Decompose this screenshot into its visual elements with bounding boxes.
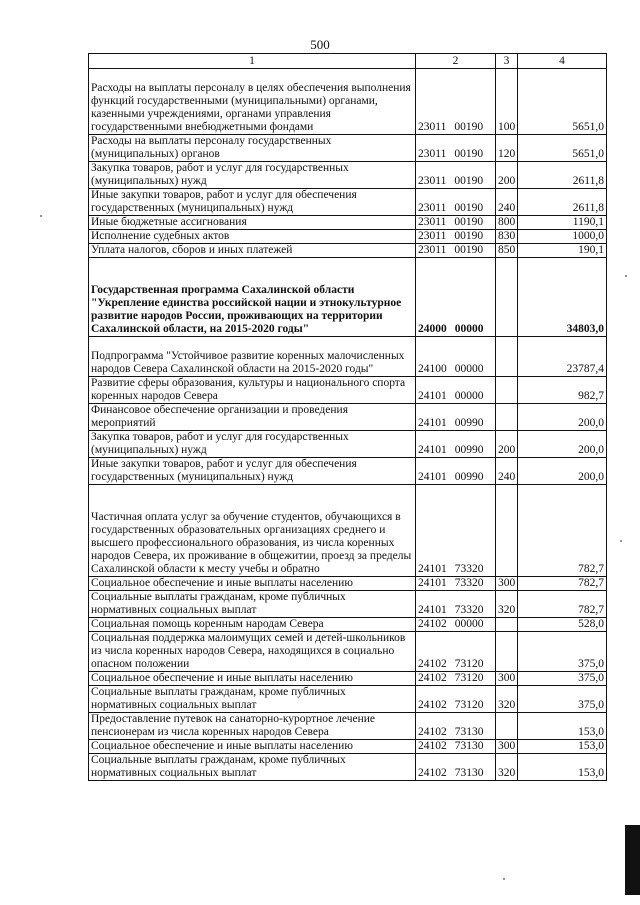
- row-name: Социальные выплаты гражданам, кроме публичных нормативных социальных выплат: [89, 591, 416, 618]
- row-expense-type: 320: [496, 591, 518, 618]
- row-name: Частичная оплата услуг за обучение студентов, обучающихся в государственных образовательных организациях среднего и высшего профессионального образования, из числа коренных народов Севера, их проживание в общежитии, проезд за пределы Сахалинской области к месту учебы и обратно: [89, 485, 416, 577]
- scan-speck: [40, 215, 42, 217]
- row-code-direction: 00000: [454, 618, 484, 630]
- row-code-program: 24102: [418, 618, 447, 630]
- row-amount: 200,0: [518, 404, 607, 431]
- table-row: [89, 431, 607, 458]
- row-amount: 1000,0: [518, 230, 607, 244]
- row-code: [416, 189, 496, 216]
- row-code-program: 24102: [418, 767, 447, 779]
- table-row: [89, 672, 607, 686]
- row-amount: 782,7: [518, 485, 607, 577]
- table-row: [89, 404, 607, 431]
- row-amount: 982,7: [518, 377, 607, 404]
- table-row: [89, 577, 607, 591]
- budget-table: [88, 53, 607, 781]
- table-row: [89, 230, 607, 244]
- row-code-program: 23011: [418, 148, 447, 160]
- row-name: Социальное обеспечение и иные выплаты населению: [89, 672, 416, 686]
- row-expense-type: [496, 258, 518, 337]
- row-expense-type: [496, 618, 518, 632]
- scan-speck: [625, 275, 627, 277]
- row-code-direction: 00190: [454, 121, 484, 133]
- row-amount: 2611,8: [518, 189, 607, 216]
- row-code-program: 23011: [418, 216, 447, 228]
- row-code: [416, 740, 496, 754]
- row-code: [416, 337, 496, 377]
- table-row: [89, 754, 607, 781]
- header-col-name: 1: [89, 54, 416, 69]
- row-expense-type: 320: [496, 686, 518, 713]
- table-row: [89, 337, 607, 377]
- row-expense-type: [496, 337, 518, 377]
- row-expense-type: [496, 632, 518, 672]
- row-name: Иные закупки товаров, работ и услуг для обеспечения государственных (муниципальных) нужд: [89, 189, 416, 216]
- row-code: [416, 404, 496, 431]
- row-expense-type: 300: [496, 672, 518, 686]
- row-amount: 375,0: [518, 686, 607, 713]
- row-code-direction: 00000: [454, 363, 484, 375]
- row-code: [416, 258, 496, 337]
- row-name: Закупка товаров, работ и услуг для государственных (муниципальных) нужд: [89, 162, 416, 189]
- row-expense-type: 850: [496, 244, 518, 258]
- row-code: [416, 632, 496, 672]
- row-name: Исполнение судебных актов: [89, 230, 416, 244]
- header-col-code: 2: [416, 54, 496, 69]
- row-code-program: 24101: [418, 417, 447, 429]
- scan-speck: [503, 878, 505, 880]
- row-name: Социальные выплаты гражданам, кроме публичных нормативных социальных выплат: [89, 754, 416, 781]
- table-row: [89, 713, 607, 740]
- row-code: [416, 458, 496, 485]
- row-amount: 375,0: [518, 672, 607, 686]
- table-row: [89, 244, 607, 258]
- row-code-direction: 00190: [454, 244, 484, 256]
- row-name: Социальное обеспечение и иные выплаты населению: [89, 740, 416, 754]
- row-expense-type: 300: [496, 740, 518, 754]
- row-amount: 190,1: [518, 244, 607, 258]
- row-code-program: 24102: [418, 740, 447, 752]
- row-amount: 200,0: [518, 431, 607, 458]
- table-row: [89, 162, 607, 189]
- row-code-program: 24101: [418, 604, 447, 616]
- row-code-direction: 00190: [454, 175, 484, 187]
- row-code: [416, 135, 496, 162]
- table-row: [89, 458, 607, 485]
- row-code-program: 24102: [418, 699, 447, 711]
- row-expense-type: 100: [496, 69, 518, 135]
- header-col-type: 3: [496, 54, 518, 69]
- row-code-program: 23011: [418, 244, 447, 256]
- row-code: [416, 230, 496, 244]
- row-name: Государственная программа Сахалинской области "Укрепление единства российской нации и этнокультурное развитие народов России, проживающих на территории Сахалинской области, на 2015-2020 годы": [89, 258, 416, 337]
- row-code: [416, 577, 496, 591]
- row-code-direction: 73120: [454, 658, 484, 670]
- row-code-direction: 00000: [454, 390, 484, 402]
- row-amount: 375,0: [518, 632, 607, 672]
- table-row: [89, 618, 607, 632]
- row-code: [416, 377, 496, 404]
- row-expense-type: 300: [496, 577, 518, 591]
- row-amount: 34803,0: [518, 258, 607, 337]
- row-name: Иные закупки товаров, работ и услуг для обеспечения государственных (муниципальных) нужд: [89, 458, 416, 485]
- table-header-row: [89, 54, 607, 69]
- row-code-program: 24100: [418, 363, 447, 375]
- table-row: [89, 216, 607, 230]
- row-amount: 1190,1: [518, 216, 607, 230]
- row-amount: 153,0: [518, 754, 607, 781]
- row-code: [416, 672, 496, 686]
- table-row: [89, 135, 607, 162]
- row-amount: 782,7: [518, 577, 607, 591]
- row-code-program: 24000: [418, 323, 447, 335]
- table-row: [89, 591, 607, 618]
- row-name: Подпрограмма "Устойчивое развитие коренных малочисленных народов Севера Сахалинской области на 2015-2020 годы": [89, 337, 416, 377]
- page-number: 500: [310, 37, 330, 52]
- row-code-program: 24102: [418, 658, 447, 670]
- scan-speck: [620, 540, 622, 542]
- row-name: Развитие сферы образования, культуры и национального спорта коренных народов Севера: [89, 377, 416, 404]
- row-name: Расходы на выплаты персоналу государственных (муниципальных) органов: [89, 135, 416, 162]
- row-code: [416, 162, 496, 189]
- row-expense-type: 320: [496, 754, 518, 781]
- row-code: [416, 686, 496, 713]
- row-code: [416, 485, 496, 577]
- row-code-program: 24102: [418, 672, 447, 684]
- row-expense-type: 240: [496, 458, 518, 485]
- row-name: Социальная помощь коренным народам Севера: [89, 618, 416, 632]
- table-row: [89, 632, 607, 672]
- row-amount: 153,0: [518, 740, 607, 754]
- table-row: [89, 686, 607, 713]
- row-code: [416, 69, 496, 135]
- row-code: [416, 216, 496, 230]
- row-code-direction: 00990: [454, 417, 484, 429]
- row-code-program: 24101: [418, 471, 447, 483]
- table-row: [89, 258, 607, 337]
- row-amount: 528,0: [518, 618, 607, 632]
- row-amount: 23787,4: [518, 337, 607, 377]
- row-expense-type: [496, 404, 518, 431]
- row-expense-type: [496, 713, 518, 740]
- row-expense-type: 200: [496, 431, 518, 458]
- row-code: [416, 431, 496, 458]
- row-name: Социальные выплаты гражданам, кроме публичных нормативных социальных выплат: [89, 686, 416, 713]
- row-code: [416, 713, 496, 740]
- row-name: Социальная поддержка малоимущих семей и детей-школьников из числа коренных народов Севера, находящихся в социально опасном положении: [89, 632, 416, 672]
- row-code: [416, 591, 496, 618]
- row-code-program: 23011: [418, 175, 447, 187]
- row-amount: 782,7: [518, 591, 607, 618]
- row-expense-type: 200: [496, 162, 518, 189]
- row-code-direction: 73120: [454, 699, 484, 711]
- row-code-program: 23011: [418, 121, 447, 133]
- row-amount: 5651,0: [518, 135, 607, 162]
- row-name: Закупка товаров, работ и услуг для государственных (муниципальных) нужд: [89, 431, 416, 458]
- row-code-program: 24102: [418, 726, 447, 738]
- row-code-direction: 00990: [454, 444, 484, 456]
- row-expense-type: 800: [496, 216, 518, 230]
- row-name: Социальное обеспечение и иные выплаты населению: [89, 577, 416, 591]
- row-amount: 2611,8: [518, 162, 607, 189]
- row-code: [416, 754, 496, 781]
- row-name: Уплата налогов, сборов и иных платежей: [89, 244, 416, 258]
- row-code-direction: 00990: [454, 471, 484, 483]
- row-code: [416, 244, 496, 258]
- table-row: [89, 485, 607, 577]
- table-row: [89, 69, 607, 135]
- row-name: Предоставление путевок на санаторно-курортное лечение пенсионерам из числа коренных народов Севера: [89, 713, 416, 740]
- table-row: [89, 189, 607, 216]
- table-body: [89, 69, 607, 781]
- row-amount: 5651,0: [518, 69, 607, 135]
- row-code-program: 23011: [418, 202, 447, 214]
- row-code-direction: 73320: [454, 604, 484, 616]
- row-code-direction: 00000: [454, 323, 484, 335]
- row-amount: 153,0: [518, 713, 607, 740]
- row-code-direction: 73320: [454, 563, 484, 575]
- table-row: [89, 377, 607, 404]
- row-code-direction: 73130: [454, 767, 484, 779]
- header-col-amount: 4: [518, 54, 607, 69]
- row-amount: 200,0: [518, 458, 607, 485]
- row-code-program: 24101: [418, 390, 447, 402]
- row-code-direction: 00190: [454, 202, 484, 214]
- row-code-program: 24101: [418, 577, 447, 589]
- row-code: [416, 618, 496, 632]
- row-expense-type: 120: [496, 135, 518, 162]
- page-edge-marker: [625, 825, 640, 895]
- row-expense-type: 830: [496, 230, 518, 244]
- row-expense-type: [496, 485, 518, 577]
- row-code-direction: 00190: [454, 216, 484, 228]
- row-code-program: 24101: [418, 444, 447, 456]
- row-code-direction: 73130: [454, 740, 484, 752]
- row-code-program: 23011: [418, 230, 447, 242]
- row-code-direction: 00190: [454, 230, 484, 242]
- row-code-direction: 00190: [454, 148, 484, 160]
- row-name: Расходы на выплаты персоналу в целях обеспечения выполнения функций государственными (муниципальными) органами, казенными учреждениями, органами управления государственными внебюджетными фондами: [89, 69, 416, 135]
- row-code-program: 24101: [418, 563, 447, 575]
- row-code-direction: 73120: [454, 672, 484, 684]
- row-expense-type: [496, 377, 518, 404]
- row-name: Финансовое обеспечение организации и проведения мероприятий: [89, 404, 416, 431]
- row-code-direction: 73130: [454, 726, 484, 738]
- table-row: [89, 740, 607, 754]
- row-code-direction: 73320: [454, 577, 484, 589]
- row-expense-type: 240: [496, 189, 518, 216]
- row-name: Иные бюджетные ассигнования: [89, 216, 416, 230]
